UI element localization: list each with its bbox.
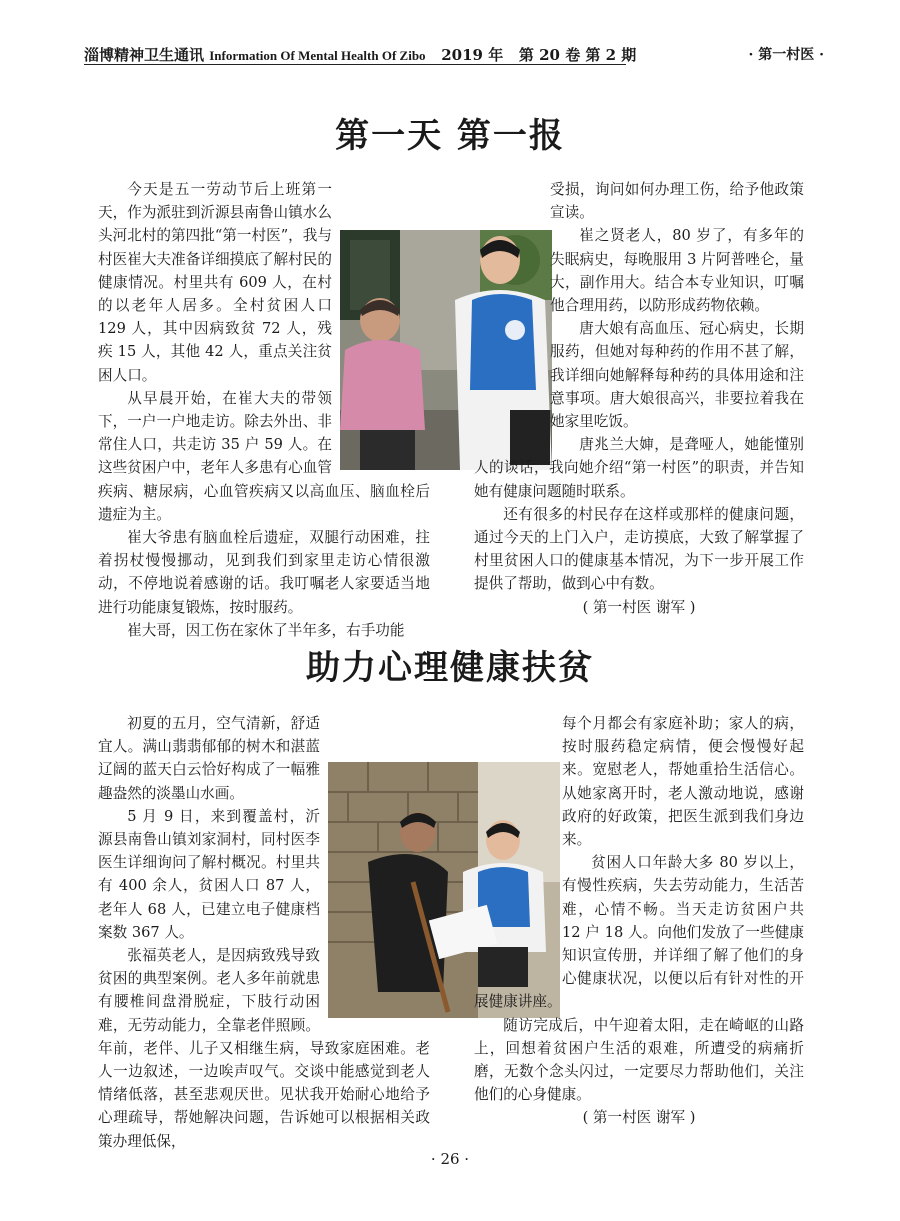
- article1-para-8: 唐兆兰大婶，是聋哑人，她能懂别人的谈话，我向她介绍“第一村医”的职责，并告知她有健康问题随时联系。: [474, 436, 804, 500]
- journal-volume-issue: 第 20 卷 第 2 期: [518, 46, 637, 64]
- article1-signature: ( 第一村医 谢军 ): [582, 598, 696, 616]
- journal-year: 2019 年: [441, 46, 504, 64]
- article2-para-5: 贫困人口年龄大多 80 岁以上，有慢性疾病，失去劳动能力，生活苦难，心情不畅。当天走访贫困户共 12 户 18 人。向他们发放了一些健康知识宣传册，并详细了解了他们的身心健康状况，以便以后有针对性的开展健康讲座。: [474, 854, 804, 1011]
- article1-para-5: 受损，询问如何办理工伤，给予他政策宣读。: [550, 181, 804, 222]
- article1-para-7: 唐大娘有高血压、冠心病史，长期服药，但她对每种药的作用不甚了解，我详细向她解释每种药的具体用途和注意事项。唐大娘很高兴，非要拉着我在她家里吃饭。: [550, 320, 804, 431]
- article2-left-column: [98, 712, 430, 1153]
- article1-para-3: 崔大爷患有脑血栓后遗症，双腿行动困难，拄着拐杖慢慢挪动，见到我们到家里走访心情很激动，不停地说着感谢的话。我叮嘱老人家要适当地进行功能康复锻炼，按时服药。: [98, 529, 430, 616]
- article1-right-column: [474, 178, 804, 619]
- article1-para-1: 今天是五一劳动节后上班第一天，作为派驻到沂源县南鲁山镇水么头河北村的第四批“第一村医”，我与村医崔大夫准备详细摸底了解村民的健康情况。村里共有 609 人，在村的以老年人居多。全村贫困人口 129 人，其中因病致贫 72 人，残疾 15 人，其他 42 人，重点关注贫困人口。: [98, 181, 332, 384]
- article2-para-4: 每个月都会有家庭补助；家人的病，按时服药稳定病情，便会慢慢好起来。宽慰老人，帮她重拾生活信心。从她家离开时，老人激动地说，感谢政府的好政策，把医生派到我们身边来。: [562, 715, 804, 849]
- article1-para-6: 崔之贤老人，80 岁了，有多年的失眠病史，每晚服用 3 片阿普唑仑，量大，副作用大。结合本专业知识，叮嘱他合理用药，以防形成药物依赖。: [550, 227, 804, 315]
- section-name: · 第一村医 ·: [748, 47, 824, 63]
- article1-para-2: 从早晨开始，在崔大夫的带领下，一户一户地走访。除去外出、非常住人口，共走访 35 户 59 人。在这些贫困户中，老年人多患有心血管疾病、糖尿病，心血管疾病又以高血压、脑血栓后遗症为主。: [98, 389, 430, 523]
- header-rule: [84, 64, 626, 65]
- article1-para-4: 崔大哥，因工伤在家休了半年多，右手功能: [127, 621, 405, 639]
- article2-photo-wrap-space: [468, 758, 562, 990]
- article2-para-2: 5 月 9 日，来到覆盖村，沂源县南鲁山镇刘家洞村，同村医李医生详细询问了解村概况。村里共有 400 余人，贫困人口 87 人，老年人 68 人，已建立电子健康档案数 367 人。: [98, 807, 320, 941]
- journal-info: [84, 44, 636, 65]
- article2-right-column: [474, 712, 804, 1130]
- article2-para-3: 张福英老人，是因病致残导致贫困的典型案例。老人多年前就患有腰椎间盘滑脱症，下肢行动困难，无劳动能力，全靠老伴照顾。年前，老伴、儿子又相继生病，导致家庭困难。老人一边叙述，一边唉声叹气。交谈中能感觉到老人情绪低落，甚至悲观厌世。见状我开始耐心地给予心理疏导，帮她解决问题，告诉她可以根据相关政策办理低保，: [98, 947, 430, 1150]
- page-number: · 26 ·: [430, 1150, 470, 1168]
- article2-title: 助力心理健康扶贫: [306, 648, 594, 688]
- article1-title: 第一天 第一报: [335, 116, 565, 156]
- journal-name-en: Information Of Mental Health Of Zibo: [209, 48, 426, 63]
- article1-para-9: 还有很多的村民存在这样或那样的健康问题，通过今天的上门入户，走访摸底，大致了解掌握了村里贫困人口的健康基本情况，为下一步开展工作提供了帮助，做到心中有数。: [474, 505, 804, 593]
- article2-signature: ( 第一村医 谢军 ): [582, 1109, 696, 1127]
- article1-left-column: [98, 178, 430, 642]
- journal-name-cn: 淄博精神卫生通讯: [84, 46, 205, 64]
- article1-photo-wrap-space: [468, 201, 550, 453]
- article2-para-1: 初夏的五月，空气清新，舒适宜人。满山翡翡郁郁的树木和湛蓝辽阔的蓝天白云恰好构成了一幅雅趣盎然的淡墨山水画。: [98, 715, 320, 802]
- article2-para-6: 随访完成后，中午迎着太阳，走在崎岖的山路上，回想着贫困户生活的艰难，所遭受的病痛折磨，无数个念头闪过，一定要尽力帮助他们，关注他们的心身健康。: [474, 1016, 804, 1104]
- running-header: [84, 40, 824, 68]
